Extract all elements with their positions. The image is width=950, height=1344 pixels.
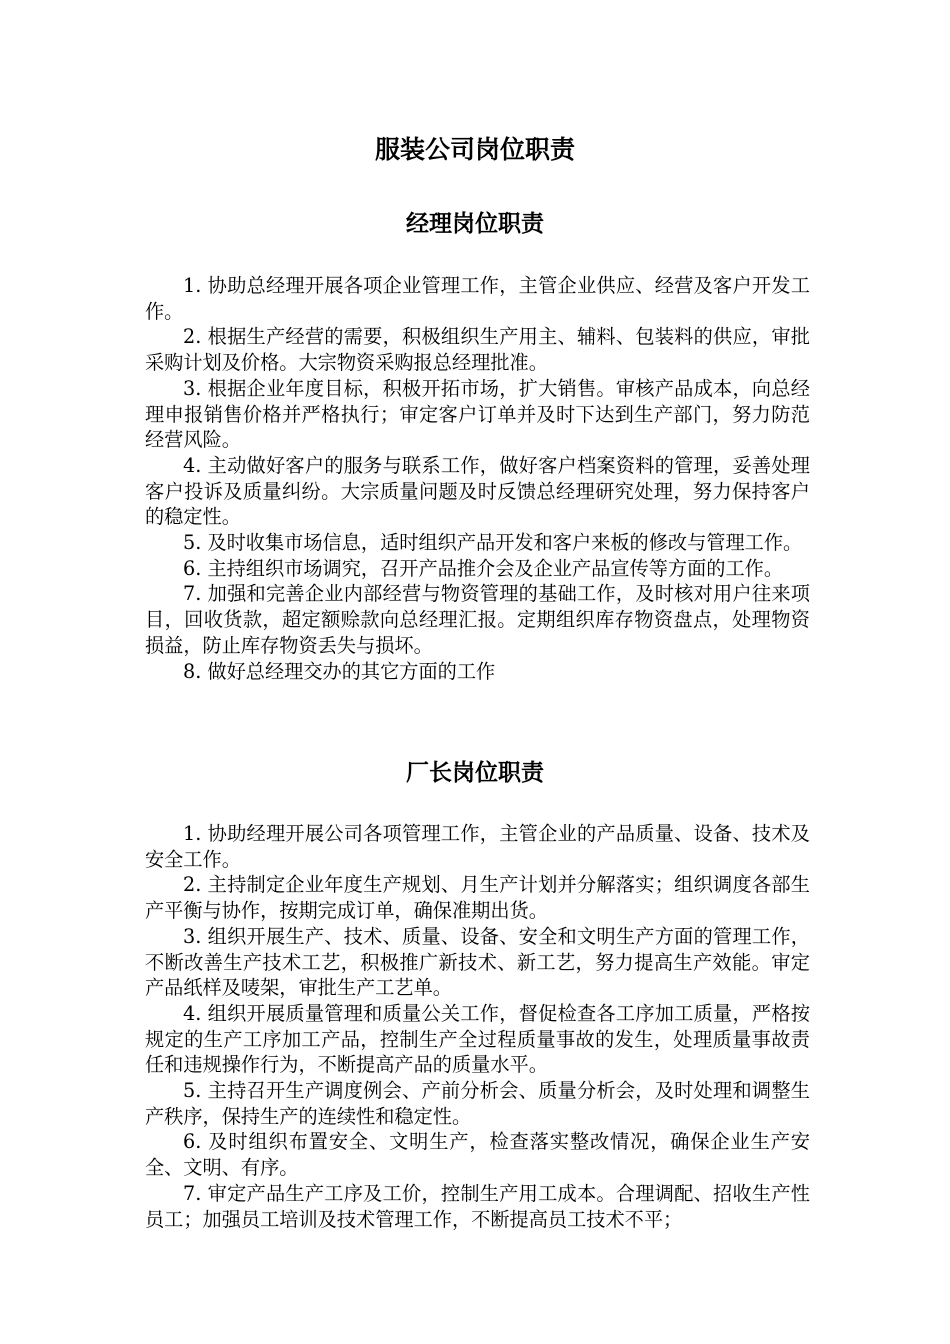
duty-item: 5. 及时收集市场信息，适时组织产品开发和客户来板的修改与管理工作。 <box>183 531 803 555</box>
duty-item: 4. 组织开展质量管理和质量公关工作，督促检查各工序加工质量，严格按规定的生产工序加工产品，控制生产全过程质量事故的发生，处理质量事故责任和违规操作行为，不断提高产品的质量水平。 <box>145 1001 810 1077</box>
duty-item: 2. 主持制定企业年度生产规划、月生产计划并分解落实；组织调度各部生产平衡与协作，按期完成订单，确保准期出货。 <box>145 873 810 923</box>
duty-item: 5. 主持召开生产调度例会、产前分析会、质量分析会，及时处理和调整生产秩序，保持生产的连续性和稳定性。 <box>145 1079 810 1128</box>
duty-item: 3. 根据企业年度目标，积极开拓市场，扩大销售。审核产品成本，向总经理申报销售价格并严格执行；审定客户订单并及时下达到生产部门，努力防范经营风险。 <box>145 376 810 452</box>
document-title: 服装公司岗位职责 <box>374 135 575 164</box>
section-body-factory-director <box>145 821 810 1232</box>
duty-item: 1. 协助经理开展公司各项管理工作，主管企业的产品质量、设备、技术及安全工作。 <box>145 822 810 871</box>
duty-item: 7. 审定产品生产工序及工价，控制生产用工成本。合理调配、招收生产性员工；加强员工培训及技术管理工作，不断提高员工技术不平； <box>145 1181 810 1231</box>
duty-item: 1. 协助总经理开展各项企业管理工作，主管企业供应、经营及客户开发工作。 <box>145 274 810 323</box>
section-heading-factory-director: 厂长岗位职责 <box>406 759 544 786</box>
duty-item: 3. 组织开展生产、技术、质量、设备、安全和文明生产方面的管理工作，不断改善生产技术工艺，积极推广新技术、新工艺，努力提高生产效能。审定产品纸样及唛架，审批生产工艺单。 <box>145 924 810 1000</box>
duty-item: 7. 加强和完善企业内部经营与物资管理的基础工作，及时核对用户往来项目，回收货款，超定额赊款向总经理汇报。定期组织库存物资盘点，处理物资损益，防止库存物资丢失与损坏。 <box>145 582 810 657</box>
duty-item: 2. 根据生产经营的需要，积极组织生产用主、辅料、包装料的供应，审批采购计划及价格。大宗物资采购报总经理批准。 <box>145 325 810 375</box>
duty-item: 4. 主动做好客户的服务与联系工作，做好客户档案资料的管理，妥善处理客户投诉及质量纠纷。大宗质量问题及时反馈总经理研究处理，努力保持客户的稳定性。 <box>145 453 810 529</box>
duty-item: 6. 及时组织布置安全、文明生产，检查落实整改情况，确保企业生产安全、文明、有序。 <box>145 1130 810 1180</box>
duty-item: 8. 做好总经理交办的其它方面的工作 <box>183 659 496 683</box>
section-heading-manager: 经理岗位职责 <box>406 210 544 237</box>
section-body-manager <box>145 273 810 684</box>
duty-item: 6. 主持组织市场调究，召开产品推介会及企业产品宣传等方面的工作。 <box>183 556 784 580</box>
